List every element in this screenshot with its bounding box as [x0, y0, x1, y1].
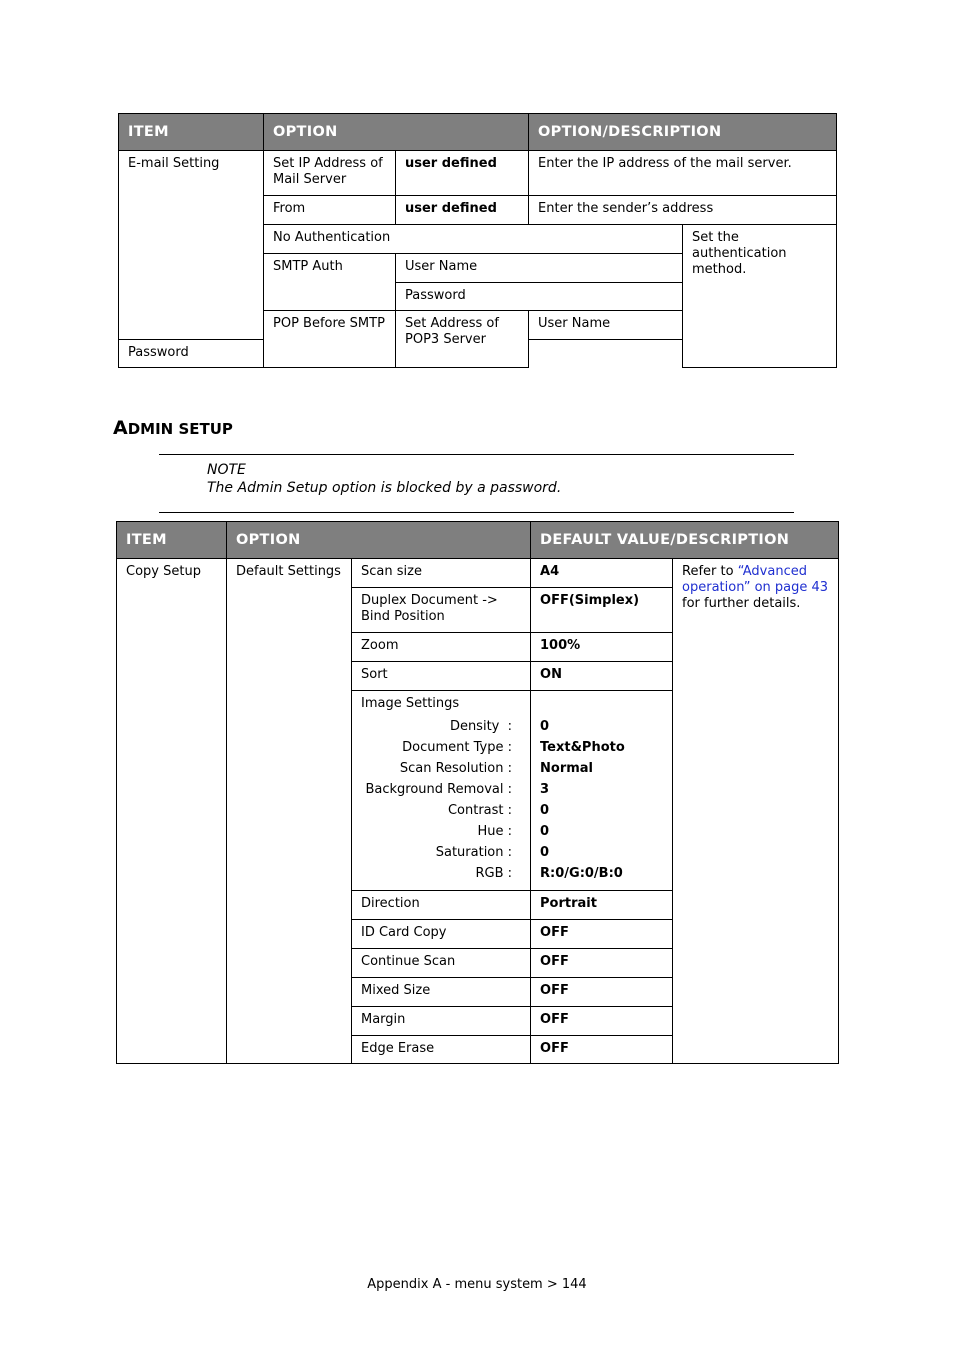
header-default-value-description: DEFAULT VALUE/DESCRIPTION [531, 522, 839, 559]
advanced-operation-link[interactable]: “Advanced operation” on page 43 [682, 564, 829, 595]
image-setting-value: Normal [540, 761, 594, 776]
setting-value: 100% [531, 633, 673, 662]
image-setting-label: Density : [449, 719, 513, 734]
ip-address-desc: Enter the IP address of the mail server. [529, 151, 837, 196]
setting-value: A4 [531, 559, 673, 588]
copy-setup-desc [673, 559, 839, 1064]
setting-label: Mixed Size [352, 978, 531, 1007]
image-setting-value: 0 [540, 719, 550, 734]
item-email-setting: E-mail Setting [119, 151, 264, 340]
image-settings-title: Image Settings [361, 696, 460, 711]
header-option-description: OPTION/DESCRIPTION [529, 114, 837, 151]
image-setting-value: Text&Photo [540, 740, 625, 755]
setting-label: Zoom [352, 633, 531, 662]
from-desc: Enter the sender’s address [529, 196, 837, 225]
image-setting-label: Document Type : [402, 740, 513, 755]
image-setting-label: Hue : [477, 824, 513, 839]
setting-value: OFF [531, 1036, 673, 1064]
note-text: The Admin Setup option is blocked by a password. [207, 480, 562, 496]
image-setting-label: Background Removal : [365, 782, 513, 797]
table-header-row [119, 114, 837, 151]
no-authentication: No Authentication [264, 225, 683, 254]
from-label: From [264, 196, 396, 225]
heading-initial: A [113, 417, 128, 439]
note-bottom-rule [159, 512, 794, 513]
image-setting-value: 0 [540, 845, 550, 860]
smtp-password: Password [396, 283, 683, 311]
section-heading-admin-setup [113, 417, 233, 439]
table-row [119, 151, 837, 196]
setting-value: ON [531, 662, 673, 691]
item-copy-setup: Copy Setup [117, 559, 227, 1064]
setting-value: OFF [531, 1007, 673, 1036]
pop-user-name: User Name [529, 311, 683, 340]
table-row [117, 559, 839, 588]
note-top-rule [159, 454, 794, 455]
image-settings-labels [352, 691, 531, 891]
image-setting-label: Scan Resolution : [399, 761, 513, 776]
setting-value: OFF(Simplex) [531, 588, 673, 633]
smtp-auth: SMTP Auth [264, 254, 396, 311]
page-footer: Appendix A - menu system > 144 [367, 1277, 587, 1292]
header-item: ITEM [119, 114, 264, 151]
header-option: OPTION [264, 114, 529, 151]
setting-value: OFF [531, 920, 673, 949]
image-setting-label: Contrast : [447, 803, 513, 818]
admin-setup-table [116, 521, 839, 1064]
image-setting-value: 0 [540, 824, 550, 839]
image-setting-label: RGB : [475, 866, 513, 881]
note-label: NOTE [207, 462, 246, 478]
header-item: ITEM [117, 522, 227, 559]
table-header-row [117, 522, 839, 559]
email-setting-table [118, 113, 837, 368]
setting-value: OFF [531, 978, 673, 1007]
option-default-settings: Default Settings [227, 559, 352, 1064]
image-setting-value: 3 [540, 782, 550, 797]
setting-label: Margin [352, 1007, 531, 1036]
desc-prefix: Refer to [682, 564, 738, 579]
image-setting-label: Saturation : [435, 845, 513, 860]
from-value: user defined [396, 196, 529, 225]
setting-value: Portrait [531, 891, 673, 920]
header-option: OPTION [227, 522, 531, 559]
pop3-server-label: Set Address of POP3 Server [396, 311, 529, 368]
pop-before-smtp: POP Before SMTP [264, 311, 396, 368]
setting-label: Direction [352, 891, 531, 920]
setting-label: Edge Erase [352, 1036, 531, 1064]
smtp-user-name: User Name [396, 254, 683, 283]
ip-address-label: Set IP Address of Mail Server [264, 151, 396, 196]
setting-value: OFF [531, 949, 673, 978]
image-settings-values [531, 691, 673, 891]
heading-rest: DMIN SETUP [127, 420, 233, 438]
setting-label: Sort [352, 662, 531, 691]
authentication-desc: Set the authentication method. [683, 225, 837, 368]
setting-label: Scan size [352, 559, 531, 588]
pop-password: Password [119, 340, 264, 368]
image-setting-value: 0 [540, 803, 550, 818]
setting-label: Duplex Document -> Bind Position [352, 588, 531, 633]
setting-label: Continue Scan [352, 949, 531, 978]
desc-suffix: for further details. [682, 596, 801, 611]
image-setting-value: R:0/G:0/B:0 [540, 866, 623, 881]
ip-address-value: user defined [396, 151, 529, 196]
setting-label: ID Card Copy [352, 920, 531, 949]
